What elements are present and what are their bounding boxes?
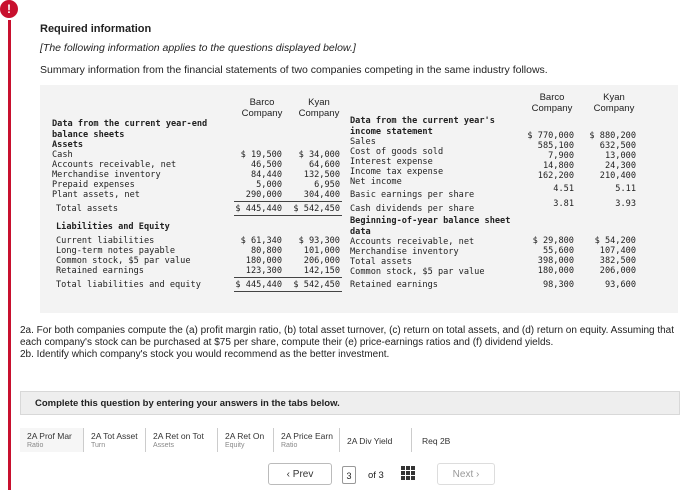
prev-button[interactable]: [268, 463, 332, 485]
row-label: Sales: [350, 137, 376, 147]
row-label: Merchandise inventory: [350, 247, 459, 257]
row-value-barco: $ 19,500: [240, 150, 282, 160]
row-value-barco: 5,000: [256, 180, 282, 190]
total-rule: [234, 215, 342, 216]
row-label: Plant assets, net: [52, 190, 140, 200]
subtotal-rule: [234, 201, 342, 202]
row-value-barco: 80,800: [250, 246, 282, 256]
row-value-barco: 4.51: [553, 184, 574, 194]
next-label: Next: [452, 469, 474, 480]
row-value-kyan: 132,500: [303, 170, 340, 180]
row-label: Accounts receivable, net: [52, 160, 177, 170]
tab-price-earnings[interactable]: [274, 428, 340, 452]
total-liab-kyan: $ 542,450: [293, 280, 340, 290]
tab-label: 2A Ret on Tot: [153, 431, 204, 441]
row-value-kyan: 142,150: [303, 266, 340, 276]
row-label: Merchandise inventory: [52, 170, 161, 180]
tab-sublabel: Ratio: [281, 442, 298, 449]
row-value-barco: 84,440: [250, 170, 282, 180]
row-label: Cash dividends per share: [350, 204, 475, 214]
tab-req-2b[interactable]: [412, 428, 468, 452]
row-value-barco: 14,800: [542, 161, 574, 171]
total-rule: [234, 291, 342, 292]
row-value-barco: 180,000: [537, 266, 574, 276]
total-assets-barco: $ 445,440: [235, 204, 282, 214]
row-label: Interest expense: [350, 157, 433, 167]
row-label: Retained earnings: [350, 280, 438, 290]
tab-label: 2A Price Earn: [281, 431, 333, 441]
row-value-kyan: 24,300: [604, 161, 636, 171]
row-label: Cash: [52, 150, 73, 160]
row-value-kyan: 206,000: [599, 266, 636, 276]
question-2b: 2b. Identify which company's stock you would recommend as the better investment.: [20, 349, 390, 360]
row-value-kyan: 93,600: [604, 280, 636, 290]
income-section-title: Data from the current year's income statement: [350, 116, 495, 137]
required-info-title: Required information: [40, 23, 152, 35]
tab-label: 2A Tot Asset: [91, 431, 138, 441]
chevron-left-icon: ‹: [286, 469, 290, 480]
info-note: [The following information applies to the questions displayed below.]: [40, 42, 356, 54]
row-label: Common stock, $5 par value: [56, 256, 191, 266]
row-label: Prepaid expenses: [52, 180, 135, 190]
liabilities-heading: Liabilities and Equity: [56, 222, 170, 232]
tab-profit-margin[interactable]: [20, 428, 84, 452]
row-label: Current liabilities: [56, 236, 155, 246]
grid-icon[interactable]: [401, 466, 415, 480]
row-value-barco: 290,000: [245, 190, 282, 200]
right-col-header-barco: Barco Company: [531, 92, 573, 114]
row-value-kyan: 206,000: [303, 256, 340, 266]
row-value-barco: 585,100: [537, 141, 574, 151]
row-label: Long-term notes payable: [56, 246, 175, 256]
row-value-kyan: $ 93,300: [298, 236, 340, 246]
tab-label: 2A Prof Mar: [27, 431, 72, 441]
tab-sublabel: Ratio: [27, 442, 44, 449]
tab-total-asset-turnover[interactable]: [84, 428, 146, 452]
tab-label: Req 2B: [422, 436, 451, 446]
prev-label: Prev: [292, 469, 314, 480]
instruction-banner: Complete this question by entering your answers in the tabs below.: [20, 391, 680, 415]
row-value-barco: 98,300: [542, 280, 574, 290]
row-value-kyan: $ 54,200: [594, 236, 636, 246]
row-value-kyan: 210,400: [599, 171, 636, 181]
row-value-barco: 55,600: [542, 246, 574, 256]
row-value-kyan: 107,400: [599, 246, 636, 256]
row-value-barco: 123,300: [245, 266, 282, 276]
tab-sublabel: Equity: [225, 442, 245, 449]
section-title-balance: Data from the current year-end balance sheets: [52, 119, 208, 140]
row-label: Common stock, $5 par value: [350, 267, 485, 277]
row-label: Retained earnings: [56, 266, 144, 276]
row-value-barco: 3.81: [553, 199, 574, 209]
row-value-barco: $ 29,800: [532, 236, 574, 246]
row-value-kyan: 632,500: [599, 141, 636, 151]
row-value-kyan: 64,600: [308, 160, 340, 170]
row-label: Income tax expense: [350, 167, 444, 177]
row-value-barco: 7,900: [548, 151, 574, 161]
row-value-barco: 46,500: [250, 160, 282, 170]
row-value-barco: 180,000: [245, 256, 282, 266]
beginning-section-title: Beginning-of-year balance sheet data: [350, 216, 511, 237]
row-value-barco: $ 770,000: [527, 131, 574, 141]
question-text: [20, 325, 680, 361]
alert-icon: !: [0, 0, 18, 18]
tab-label: 2A Div Yield: [347, 436, 393, 446]
total-liab-label: Total liabilities and equity: [56, 280, 201, 290]
row-label: Accounts receivable, net: [350, 237, 475, 247]
row-value-kyan: 6,950: [314, 180, 340, 190]
row-value-kyan: $ 34,000: [298, 150, 340, 160]
row-value-kyan: 382,500: [599, 256, 636, 266]
tab-return-on-assets[interactable]: [146, 428, 218, 452]
row-value-kyan: $ 880,200: [589, 131, 636, 141]
summary-text: Summary information from the financial statements of two companies competing in the same industry follows.: [40, 64, 548, 76]
tab-return-on-equity[interactable]: [218, 428, 274, 452]
row-value-barco: 162,200: [537, 171, 574, 181]
chevron-right-icon: ›: [476, 469, 480, 480]
tab-sublabel: Assets: [153, 442, 175, 449]
row-value-kyan: 304,400: [303, 190, 340, 200]
tab-sublabel: Turn: [91, 442, 106, 449]
current-page-box[interactable]: 3: [342, 466, 356, 484]
row-value-kyan: 5.11: [615, 184, 636, 194]
row-value-kyan: 3.93: [615, 199, 636, 209]
right-col-header-kyan: Kyan Company: [593, 92, 635, 114]
subtotal-rule: [234, 277, 342, 278]
row-value-barco: $ 61,340: [240, 236, 282, 246]
row-value-barco: 398,000: [537, 256, 574, 266]
assets-heading: Assets: [52, 140, 84, 150]
row-value-kyan: 101,000: [303, 246, 340, 256]
row-label: Basic earnings per share: [350, 190, 475, 200]
tab-label: 2A Ret On: [225, 431, 265, 441]
total-assets-label: Total assets: [56, 204, 119, 214]
row-label: Total assets: [350, 257, 413, 267]
tab-dividend-yield[interactable]: [340, 428, 412, 452]
page-total: of 3: [368, 470, 384, 481]
alert-rail: [8, 20, 11, 490]
row-label: Net income: [350, 177, 402, 187]
row-value-kyan: 13,000: [604, 151, 636, 161]
left-col-header-kyan: Kyan Company: [298, 97, 340, 119]
left-col-header-barco: Barco Company: [241, 97, 283, 119]
question-2a: 2a. For both companies compute the (a) profit margin ratio, (b) total asset turnover, (c) return on total assets, and (d) return on equity. Assuming that each company's stock can be purchased at $75 per share, compute their (e) price-earnings ratios and (f) dividend yields.: [20, 325, 675, 348]
next-button[interactable]: [437, 463, 495, 485]
total-assets-kyan: $ 542,450: [293, 204, 340, 214]
row-label: Cost of goods sold: [350, 147, 444, 157]
total-liab-barco: $ 445,440: [235, 280, 282, 290]
